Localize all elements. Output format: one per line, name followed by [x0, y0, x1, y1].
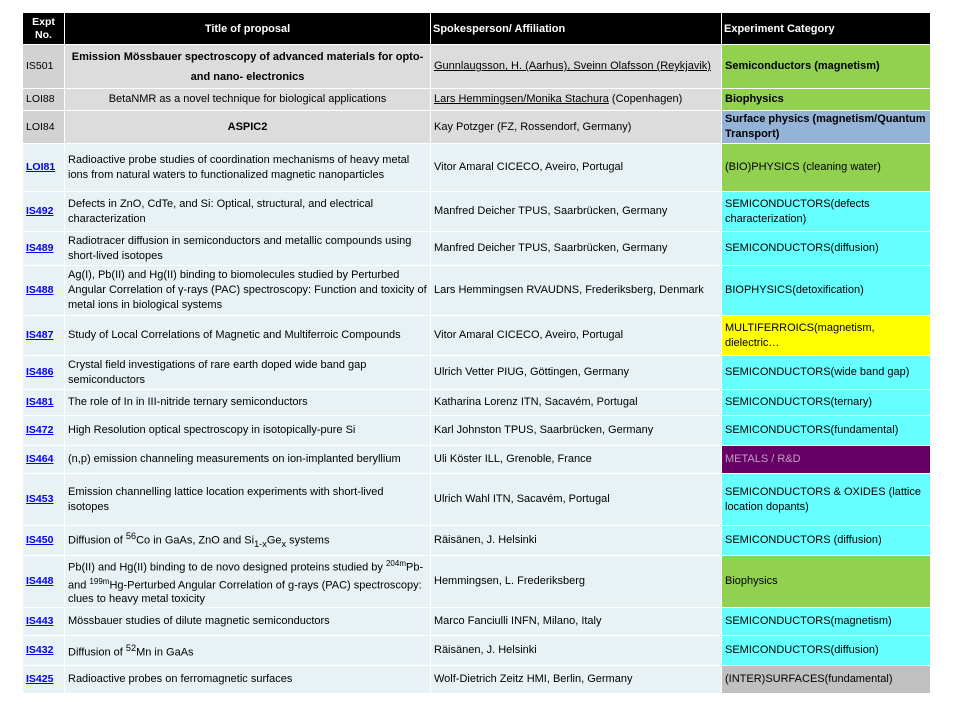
- header-spokesperson: Spokesperson/ Affiliation: [431, 13, 722, 45]
- title-subscript: 1-x: [254, 538, 267, 549]
- table-row: [23, 556, 931, 608]
- title-part: Hg-Perturbed Angular Correlation of g-rays (PAC) spectroscopy: clues to heavy metal toxicity: [68, 579, 422, 606]
- title-subscript: x: [281, 538, 287, 549]
- experiment-category: SEMICONDUCTORS(diffusion): [722, 636, 931, 666]
- table-row: [23, 192, 931, 232]
- table-row: [23, 316, 931, 356]
- experiment-category: METALS / R&D: [722, 446, 931, 474]
- expt-id-link[interactable]: IS425: [23, 666, 65, 694]
- experiment-category: SEMICONDUCTORS(diffusion): [722, 232, 931, 266]
- spokesperson: Räisänen, J. Helsinki: [431, 636, 722, 666]
- experiment-category: BIOPHYSICS(detoxification): [722, 266, 931, 316]
- experiment-category: SEMICONDUCTORS(magnetism): [722, 608, 931, 636]
- expt-id-link[interactable]: IS443: [23, 608, 65, 636]
- proposal-title: [65, 636, 431, 666]
- experiment-category: SEMICONDUCTORS(wide band gap): [722, 356, 931, 390]
- expt-id-link[interactable]: IS492: [23, 192, 65, 232]
- expt-id-link[interactable]: IS450: [23, 526, 65, 556]
- proposal-title: [65, 526, 431, 556]
- spokesperson: Katharina Lorenz ITN, Sacavém, Portugal: [431, 390, 722, 416]
- proposal-title: [65, 556, 431, 608]
- expt-id-link[interactable]: IS472: [23, 416, 65, 446]
- proposal-title: Study of Local Correlations of Magnetic and Multiferroic Compounds: [65, 316, 431, 356]
- expt-id-link[interactable]: IS489: [23, 232, 65, 266]
- title-superscript: 204m: [385, 559, 406, 568]
- title-part: Mn in GaAs: [136, 646, 194, 659]
- spokesperson: Ulrich Vetter PIUG, Göttingen, Germany: [431, 356, 722, 390]
- expt-id-link[interactable]: IS453: [23, 474, 65, 526]
- spokesperson: [431, 89, 722, 111]
- table-row: [23, 526, 931, 556]
- proposal-title: The role of In in III-nitride ternary semiconductors: [65, 390, 431, 416]
- spokesperson: Manfred Deicher TPUS, Saarbrücken, Germany: [431, 232, 722, 266]
- proposals-table-container: [22, 12, 930, 694]
- proposal-title: High Resolution optical spectroscopy in isotopically-pure Si: [65, 416, 431, 446]
- table-row: [23, 356, 931, 390]
- spokesperson: Vitor Amaral CICECO, Aveiro, Portugal: [431, 316, 722, 356]
- title-part: Ge: [266, 534, 282, 547]
- experiment-category: Biophysics: [722, 89, 931, 111]
- table-row: [23, 446, 931, 474]
- title-superscript: 52: [125, 642, 137, 653]
- header-expt-no: Expt No.: [23, 13, 65, 45]
- table-row: [23, 89, 931, 111]
- spokesperson: Ulrich Wahl ITN, Sacavém, Portugal: [431, 474, 722, 526]
- title-part: Pb(II) and Hg(II) binding to de novo designed proteins studied by: [68, 561, 386, 574]
- table-row: [23, 111, 931, 144]
- experiment-category: Surface physics (magnetism/Quantum Transport): [722, 111, 931, 144]
- proposal-title: ASPIC2: [65, 111, 431, 144]
- expt-id-link[interactable]: LOI81: [23, 144, 65, 192]
- expt-id-link[interactable]: IS464: [23, 446, 65, 474]
- proposal-title: Crystal field investigations of rare earth doped wide band gap semiconductors: [65, 356, 431, 390]
- spokesperson: Räisänen, J. Helsinki: [431, 526, 722, 556]
- table-row: [23, 474, 931, 526]
- experiment-category: SEMICONDUCTORS (diffusion): [722, 526, 931, 556]
- table-row: [23, 416, 931, 446]
- experiment-category: (INTER)SURFACES(fundamental): [722, 666, 931, 694]
- header-row: [23, 13, 931, 45]
- spokesperson: Lars Hemmingsen RVAUDNS, Frederiksberg, Denmark: [431, 266, 722, 316]
- table-row: [23, 636, 931, 666]
- title-part: Pb- and: [68, 561, 424, 592]
- spokesperson: Hemmingsen, L. Frederiksberg: [431, 556, 722, 608]
- proposal-title: Radiotracer diffusion in semiconductors and metallic compounds using short-lived isotopes: [65, 232, 431, 266]
- proposal-title: (n,p) emission channeling measurements on ion-implanted beryllium: [65, 446, 431, 474]
- header-title: Title of proposal: [65, 13, 431, 45]
- proposal-title: Ag(I), Pb(II) and Hg(II) binding to biomolecules studied by Perturbed Angular Correlation of γ-rays (PAC) spectroscopy: Function and toxicity of metal ions in biological systems: [65, 266, 431, 316]
- proposal-title: Mössbauer studies of dilute magnetic semiconductors: [65, 608, 431, 636]
- proposal-title: Radioactive probe studies of coordination mechanisms of heavy metal ions from natural waters to functionalized magnetic nanoparticles: [65, 144, 431, 192]
- title-superscript: 56: [125, 531, 137, 542]
- experiment-category: Semiconductors (magnetism): [722, 45, 931, 89]
- proposal-title: Emission Mössbauer spectroscopy of advanced materials for opto- and nano- electronics: [65, 45, 431, 89]
- title-part: Diffusion of: [68, 534, 126, 547]
- expt-id-link[interactable]: IS448: [23, 556, 65, 608]
- expt-id: IS501: [23, 45, 65, 89]
- experiment-category: MULTIFERROICS(magnetism, dielectric…: [722, 316, 931, 356]
- table-row: [23, 390, 931, 416]
- experiment-category: SEMICONDUCTORS & OXIDES (lattice location dopants): [722, 474, 931, 526]
- spokesperson[interactable]: Gunnlaugsson, H. (Aarhus), Sveinn Olafsson (Reykjavik): [431, 45, 722, 89]
- experiment-category: SEMICONDUCTORS(ternary): [722, 390, 931, 416]
- table-row: [23, 45, 931, 89]
- spokesperson: Uli Köster ILL, Grenoble, France: [431, 446, 722, 474]
- spokesperson: Marco Fanciulli INFN, Milano, Italy: [431, 608, 722, 636]
- spokesperson: Vitor Amaral CICECO, Aveiro, Portugal: [431, 144, 722, 192]
- title-part: Co in GaAs, ZnO and Si: [136, 534, 255, 547]
- expt-id-link[interactable]: IS487: [23, 316, 65, 356]
- spokesperson-affiliation: (Copenhagen): [608, 93, 683, 105]
- title-superscript: 199m: [89, 576, 110, 586]
- table-row: [23, 266, 931, 316]
- table-row: [23, 666, 931, 694]
- spokesperson: Wolf-Dietrich Zeitz HMI, Berlin, Germany: [431, 666, 722, 694]
- expt-id-link[interactable]: IS486: [23, 356, 65, 390]
- spokesperson: Karl Johnston TPUS, Saarbrücken, Germany: [431, 416, 722, 446]
- expt-id: LOI88: [23, 89, 65, 111]
- spokesperson: Kay Potzger (FZ, Rossendorf, Germany): [431, 111, 722, 144]
- experiment-category: (BIO)PHYSICS (cleaning water): [722, 144, 931, 192]
- proposal-title: Defects in ZnO, CdTe, and Si: Optical, structural, and electrical characterization: [65, 192, 431, 232]
- expt-id-link[interactable]: IS432: [23, 636, 65, 666]
- spokesperson-link[interactable]: Lars Hemmingsen/Monika Stachura: [434, 93, 609, 105]
- header-category: Experiment Category: [722, 13, 931, 45]
- table-row: [23, 232, 931, 266]
- expt-id-link[interactable]: IS481: [23, 390, 65, 416]
- proposal-title: Radioactive probes on ferromagnetic surfaces: [65, 666, 431, 694]
- table-row: [23, 608, 931, 636]
- expt-id-link[interactable]: IS488: [23, 266, 65, 316]
- table-row: [23, 144, 931, 192]
- title-part: systems: [286, 534, 330, 547]
- experiment-category: SEMICONDUCTORS(defects characterization): [722, 192, 931, 232]
- experiment-category: Biophysics: [722, 556, 931, 608]
- proposal-title: BetaNMR as a novel technique for biological applications: [65, 89, 431, 111]
- experiment-category: SEMICONDUCTORS(fundamental): [722, 416, 931, 446]
- proposals-table: [22, 12, 931, 694]
- spokesperson: Manfred Deicher TPUS, Saarbrücken, Germany: [431, 192, 722, 232]
- title-part: Diffusion of: [68, 646, 126, 659]
- proposal-title: Emission channelling lattice location experiments with short-lived isotopes: [65, 474, 431, 526]
- expt-id: LOI84: [23, 111, 65, 144]
